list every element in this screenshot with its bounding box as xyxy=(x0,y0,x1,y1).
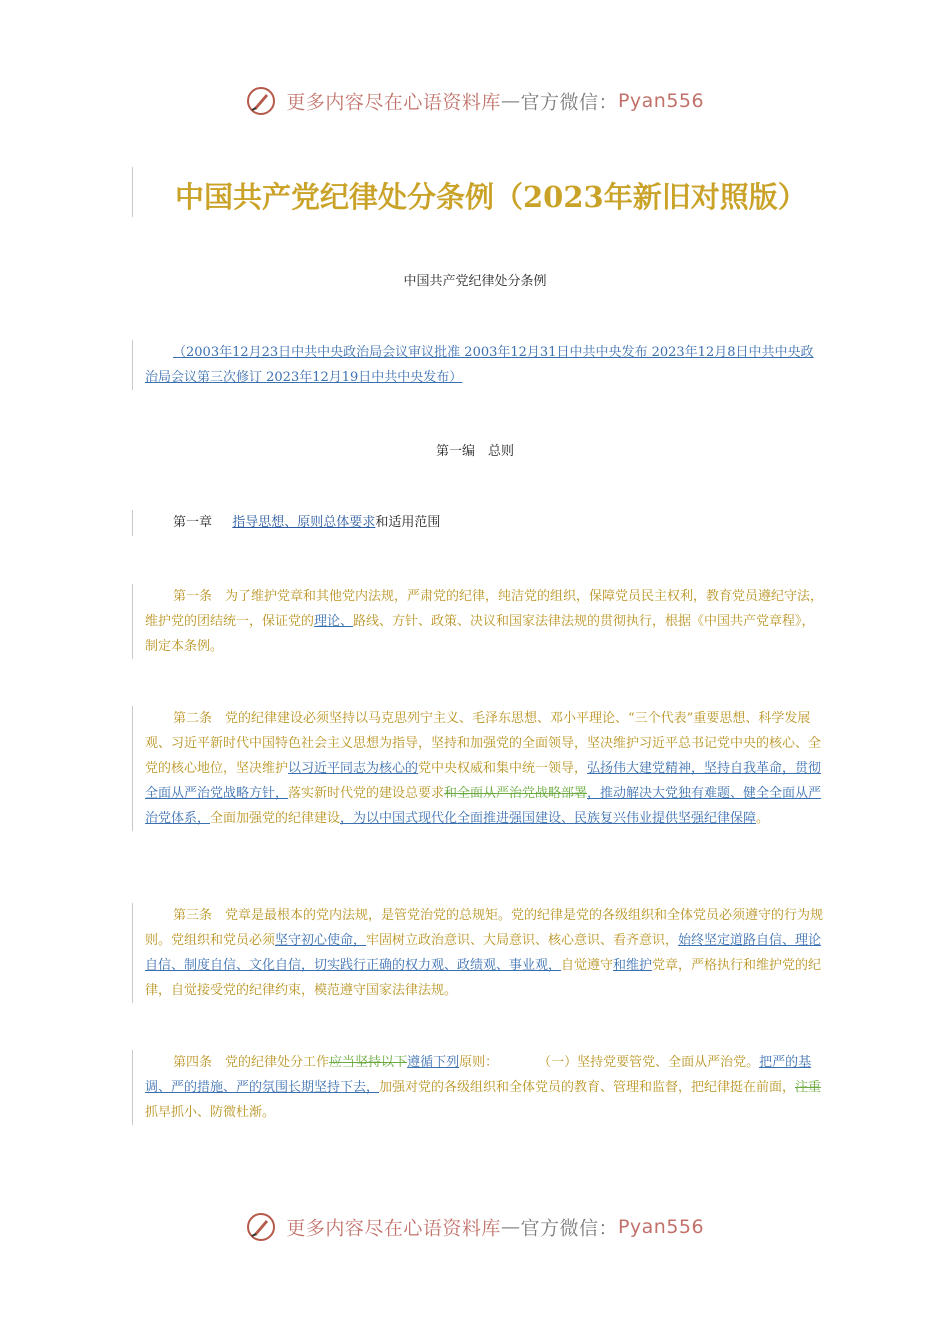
article-2-changed-d: ，为以中国式现代化全面推进强国建设、民族复兴伟业提供坚强纪律保障 xyxy=(340,811,757,826)
document-title: 中国共产党纪律处分条例（2023年新旧对照版） xyxy=(175,180,807,214)
article-4-text-c: 加强对党的各级组织和全体党员的教育、管理和监督，把纪律挺在前面， xyxy=(379,1080,796,1095)
quill-logo-icon xyxy=(246,86,276,116)
article-2-changed-b: 弘扬伟大建党精神，坚持自我革命，贯彻全面从严治党战略方针， xyxy=(145,761,822,801)
article-4-item-1: （一）坚持党要管党、全面从严治党。 xyxy=(538,1055,760,1070)
article-4-changed-b: 把严的基调、严的措施、严的氛围长期坚持下去， xyxy=(145,1055,812,1095)
article-3-text-d: 党章，严格执行和维护党的纪律，自觉接受党的纪律约束，模范遵守国家法律法规。 xyxy=(145,958,822,998)
article-3-text-c: 自觉遵守 xyxy=(561,958,614,973)
article-3 xyxy=(132,903,825,1003)
article-3-label: 第三条 xyxy=(173,908,213,923)
article-2-text-c: 落实新时代党的建设总要求 xyxy=(288,786,445,801)
watermark-separator: — xyxy=(500,90,521,112)
chapter-heading xyxy=(132,510,853,536)
article-4-deleted-b: 注重 xyxy=(795,1080,822,1095)
watermark-text: 更多内容尽在心语资料库 xyxy=(286,91,501,114)
article-3-text-b: 牢固树立政治意识、大局意识、核心意识、看齐意识， xyxy=(366,933,679,948)
history-text: （2003年12月23日中共中央政治局会议审议批准 2003年12月31日中共中央发布 2023年12月8日中共中央政治局会议第三次修订 2023年12月19日中共中央发布） xyxy=(145,345,814,385)
article-2-deleted: 和全面从严治党战略部署 xyxy=(444,786,588,801)
article-1-label: 第一条 xyxy=(173,589,213,604)
document-subtitle: 中国共产党纪律处分条例 xyxy=(403,274,547,289)
watermark-top xyxy=(0,86,950,116)
article-4-text-b: 原则： xyxy=(459,1055,499,1070)
quill-logo-icon xyxy=(246,1212,276,1242)
title-block xyxy=(132,167,833,217)
article-3-changed-b: 始终坚定道路自信、理论自信、制度自信、文化自信，切实践行正确的权力观、政绩观、事业观， xyxy=(145,933,822,973)
article-2-text-a: 党的纪律建设必须坚持以马克思列宁主义、毛泽东思想、邓小平理论、“三个代表”重要思想、科学发展观、习近平新时代中国特色社会主义思想为指导，坚持和加强党的全面领导，坚决维护习近平总书记党中央的核心、全党的核心地位，坚决维护 xyxy=(145,711,822,776)
article-1-changed: 理论、 xyxy=(314,614,354,629)
article-1-text-a: 为了维护党章和其他党内法规，严肃党的纪律，纯洁党的组织，保障党员民主权利，教育党员遵纪守法，维护党的团结统一，保证党的 xyxy=(145,589,824,629)
watermark-id: Pyan556 xyxy=(617,1216,705,1238)
chapter-label: 第一章 xyxy=(173,515,213,530)
chapter-rest: 和适用范围 xyxy=(375,515,441,530)
article-4-changed-a: 遵循下列 xyxy=(407,1055,460,1070)
chapter-changed: 指导思想、原则总体要求 xyxy=(232,515,376,530)
article-2-changed-c: ，推动解决大党独有难题、健全全面从严治党体系， xyxy=(145,786,822,826)
article-4-text-a: 党的纪律处分工作 xyxy=(225,1055,330,1070)
article-3-text-a: 党章是最根本的党内法规，是管党治党的总规矩。党的纪律是党的各级组织和全体党员必须遵守的行为规则。党组织和党员必须 xyxy=(145,908,824,948)
article-4 xyxy=(132,1050,825,1125)
watermark-separator: — xyxy=(500,1216,521,1238)
article-4-deleted: 应当坚持以下 xyxy=(329,1055,408,1070)
article-2-end: 。 xyxy=(756,811,770,826)
watermark-official: 官方微信： xyxy=(520,91,618,114)
article-4-label: 第四条 xyxy=(173,1055,213,1070)
article-1 xyxy=(132,584,825,659)
watermark-text: 更多内容尽在心语资料库 xyxy=(286,1217,501,1240)
article-3-changed-a: 坚守初心使命， xyxy=(275,933,367,948)
article-2-label: 第二条 xyxy=(173,711,213,726)
article-2 xyxy=(132,706,825,831)
watermark-bottom xyxy=(0,1212,950,1242)
article-3-changed-c: 和维护 xyxy=(613,958,653,973)
article-1-text-b: 路线、方针、政策、决议和国家法律法规的贯彻执行，根据《中国共产党章程》，制定本条例。 xyxy=(145,614,815,654)
article-2-text-b: 党中央权威和集中统一领导， xyxy=(418,761,588,776)
history-block xyxy=(132,340,825,390)
watermark-id: Pyan556 xyxy=(617,90,705,112)
article-4-text-d: 抓早抓小、防微杜渐。 xyxy=(145,1105,276,1120)
article-2-text-d: 全面加强党的纪律建设 xyxy=(210,811,341,826)
part-heading: 第一编 总则 xyxy=(435,444,514,459)
article-2-changed-a: 以习近平同志为核心的 xyxy=(288,761,419,776)
watermark-official: 官方微信： xyxy=(520,1217,618,1240)
